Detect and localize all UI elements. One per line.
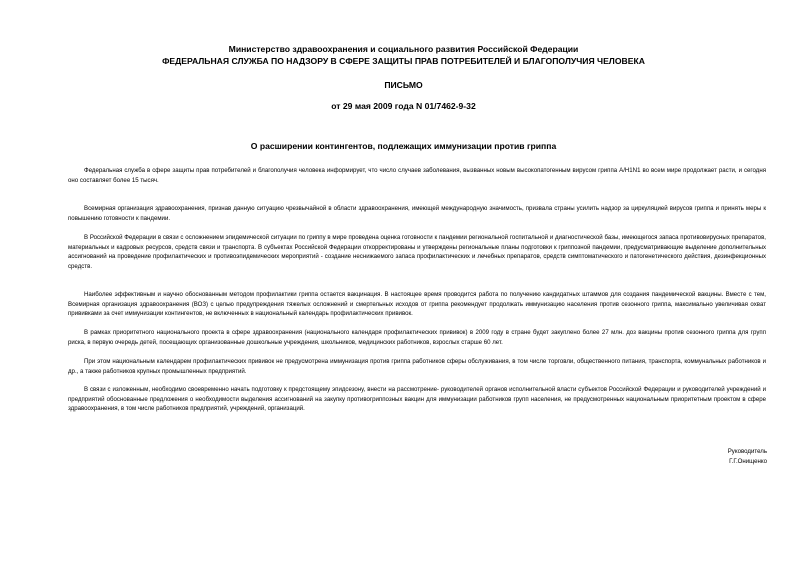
paragraph: При этом национальным календарем профилактических прививок не предусмотрена иммунизация против гриппа работников сферы обслуживания, в том числе торговли, общественного питания, транспорта, коммунальных работников и др., а также работников крупных промышленных предприятий. (68, 358, 766, 375)
document-title: О расширении контингентов, подлежащих иммунизации против гриппа (250, 141, 557, 151)
paragraph: В рамках приоритетного национального проекта в сфере здравоохранения (национального календаря профилактических прививок) в 2009 году в стране будет закуплено более 27 млн. доз вакцины против сезонного гриппа для групп риска, в первую очередь детей, посещающих организованные дошкольные учреждения, школьников, медицинских работников, взрослых старше 60 лет. (68, 329, 766, 346)
signature-name: Г.Г.Онищенко (729, 458, 767, 465)
service-name: ФЕДЕРАЛЬНАЯ СЛУЖБА ПО НАДЗОРУ В СФЕРЕ ЗАЩИТЫ ПРАВ ПОТРЕБИТЕЛЕЙ И БЛАГОПОЛУЧИЯ ЧЕЛОВЕКА (162, 56, 645, 66)
signature-role: Руководитель (727, 448, 767, 455)
paragraph: В Российской Федерации в связи с осложнением эпидемической ситуации по гриппу в мире проведена оценка готовности к пандемии региональной госпитальной и диагностической базы, имеющегося запаса противовирусных препаратов, материальных и кадровых ресурсов, средств связи и транспорта. В субъектах Российской Федерации откорректированы и утверждены региональные планы подготовки к гриппозной пандемии, предусматривающие выделение дополнительных ассигнований на проведение профилактических и противоэпидемических мероприятий - создание неснижаемого запаса профилактических и лечебных препаратов, средств симптоматического и патогенетического действия, дезинфекционных средств. (68, 234, 766, 270)
ministry-name: Министерство здравоохранения и социального развития Российской Федерации (228, 44, 579, 54)
document-date-number: от 29 мая 2009 года N 01/7462-9-32 (331, 101, 476, 111)
document-type: ПИСЬМО (384, 80, 423, 90)
paragraph: Наиболее эффективным и научно обоснованным методом профилактики гриппа остается вакцинация. В настоящее время проводится работа по получению кандидатных штаммов для создания пандемической вакцины. Вместе с тем, Всемирная организация здравоохранения (ВОЗ) с целью предупреждения тяжелых осложнений и смертельных исходов от гриппа рекомендует продолжать иммунизацию населения против сезонного гриппа, максимально увеличивая охват прививками за счет иммунизации контингентов, не включенных в национальный календарь профилактических прививок. (68, 291, 766, 318)
paragraph: Федеральная служба в сфере защиты прав потребителей и благополучия человека информирует, что число случаев заболевания, вызванных новым высокопатогенным вирусом гриппа A/H1N1 во всем мире продолжает расти, и сегодня оно составляет более 15 тысяч. (68, 167, 766, 184)
paragraph: В связи с изложенным, необходимо своевременно начать подготовку к предстоящему эпидсезону, внести на рассмотрение- руководителей органов исполнительной власти субъектов Российской Федерации и руководителей учреждений и предприятий обоснованные предложения о необходимости выделения ассигнований на закупку противогриппозных вакцин для иммунизации работников групп населения, не предусмотренных национальным приоритетным проектом в сфере здравоохранения, в том числе работников предприятий, учреждений, организаций. (68, 386, 766, 413)
paragraph: Всемирная организация здравоохранения, признав данную ситуацию чрезвычайной в области здравоохранения, имеющей международную значимость, призвала страны усилить надзор за циркуляцией вирусов гриппа и принять меры к повышению готовности к пандемии. (68, 205, 766, 222)
